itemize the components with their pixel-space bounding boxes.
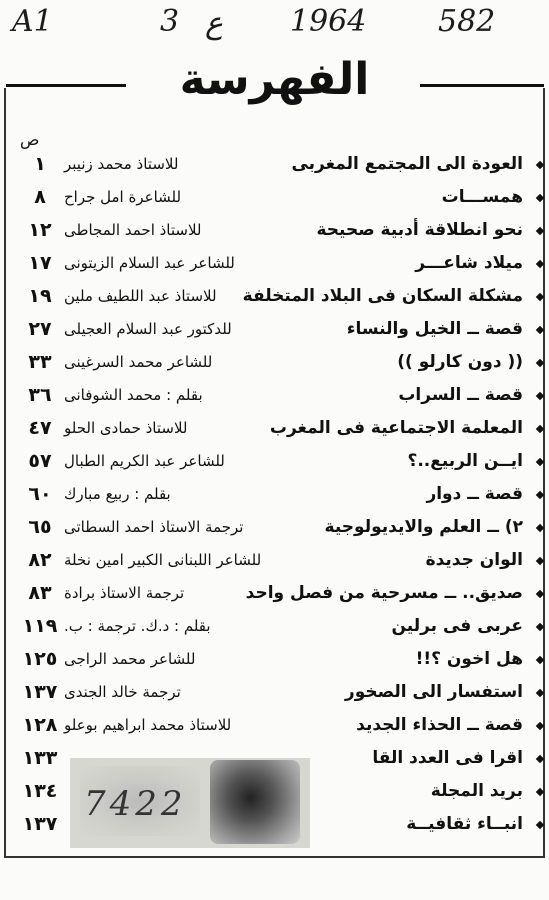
entry-title: قصة ــ دوار bbox=[426, 484, 523, 504]
toc-entry bbox=[0, 511, 549, 544]
entry-author: للشاعر محمد الراجى bbox=[64, 650, 196, 668]
entry-author: بقلم : ربيع مبارك bbox=[64, 485, 171, 503]
toc-entry bbox=[0, 643, 549, 676]
bullet-icon bbox=[536, 458, 544, 466]
entry-author: للشاعر محمد السرغينى bbox=[64, 353, 213, 371]
entry-page-number: ٨ bbox=[34, 186, 46, 208]
toc-entry bbox=[0, 544, 549, 577]
bullet-icon bbox=[536, 524, 544, 532]
entry-title: العودة الى المجتمع المغربى bbox=[291, 154, 523, 174]
bullet-icon bbox=[536, 260, 544, 268]
entry-author: للشاعر عبد الكريم الطبال bbox=[64, 452, 225, 470]
entry-page-number: ١٣٤ bbox=[22, 780, 58, 802]
entry-title: صديق.. ــ مسرحية من فصل واحد bbox=[245, 583, 523, 603]
entry-title: ايــن الربيع..؟ bbox=[407, 451, 523, 471]
toc-entry bbox=[0, 280, 549, 313]
toc-entry bbox=[0, 412, 549, 445]
handwritten-year: 1964 bbox=[290, 4, 367, 39]
entry-page-number: ٥٧ bbox=[28, 450, 52, 472]
entry-author: ترجمة خالد الجندى bbox=[64, 683, 181, 701]
page-title: الفهرسة bbox=[179, 54, 370, 105]
entry-title: هل اخون ؟!! bbox=[415, 649, 523, 669]
entry-author: للاستاذ محمد ابراهيم بوعلو bbox=[64, 716, 232, 734]
entry-page-number: ١٩ bbox=[28, 285, 52, 307]
entry-page-number: ٢٧ bbox=[28, 318, 52, 340]
toc-entry bbox=[0, 247, 549, 280]
entry-page-number: ١١٩ bbox=[22, 615, 58, 637]
toc-entry bbox=[0, 676, 549, 709]
bullet-icon bbox=[536, 689, 544, 697]
entry-page-number: ١٢٨ bbox=[22, 714, 58, 736]
bullet-icon bbox=[536, 293, 544, 301]
stamp-number: 7422 bbox=[84, 784, 187, 824]
entry-page-number: ١ bbox=[34, 153, 46, 175]
entry-author: للشاعر اللبنانى الكبير امين نخلة bbox=[64, 551, 262, 569]
entry-title: ٢) ــ العلم والايديولوجية bbox=[324, 517, 523, 537]
entry-title: نحو انطلاقة أدبية صحيحة bbox=[316, 220, 523, 240]
entry-title: اقرا فى العدد القا bbox=[372, 748, 523, 768]
entry-page-number: ٨٢ bbox=[28, 549, 52, 571]
bullet-icon bbox=[536, 227, 544, 235]
toc-entry bbox=[0, 445, 549, 478]
entry-page-number: ١٣٧ bbox=[22, 813, 58, 835]
entry-page-number: ٨٣ bbox=[28, 582, 52, 604]
entry-author: للشاعر عبد السلام الزيتونى bbox=[64, 254, 235, 272]
toc-entry bbox=[0, 313, 549, 346]
entry-author: ترجمة الاستاذ برادة bbox=[64, 584, 185, 602]
bullet-icon bbox=[536, 788, 544, 796]
handwritten-issue: 582 bbox=[438, 4, 496, 39]
entry-page-number: ١٣٧ bbox=[22, 681, 58, 703]
entry-page-number: ٦٥ bbox=[28, 516, 52, 538]
bullet-icon bbox=[536, 326, 544, 334]
bullet-icon bbox=[536, 392, 544, 400]
bullet-icon bbox=[536, 821, 544, 829]
entry-title: همســـات bbox=[441, 187, 523, 207]
entry-author: للاستاذ احمد المجاطى bbox=[64, 221, 202, 239]
toc-entry bbox=[0, 346, 549, 379]
stamp-blot bbox=[210, 760, 300, 844]
entry-title: استفسار الى الصخور bbox=[344, 682, 523, 702]
handwritten-month: ع bbox=[205, 6, 223, 41]
bullet-icon bbox=[536, 557, 544, 565]
bullet-icon bbox=[536, 359, 544, 367]
entry-page-number: ٦٠ bbox=[28, 483, 52, 505]
bullet-icon bbox=[536, 194, 544, 202]
toc-entry bbox=[0, 148, 549, 181]
entry-author: للدكتور عبد السلام العجيلى bbox=[64, 320, 232, 338]
bullet-icon bbox=[536, 656, 544, 664]
entry-page-number: ١٢٥ bbox=[22, 648, 58, 670]
entry-title: قصة ــ الحذاء الجديد bbox=[356, 715, 523, 735]
entry-title: قصة ــ الخيل والنساء bbox=[346, 319, 523, 339]
handwritten-annotation bbox=[0, 4, 549, 48]
bullet-icon bbox=[536, 491, 544, 499]
entry-page-number: ١٢ bbox=[28, 219, 52, 241]
handwritten-day: 3 bbox=[160, 4, 180, 39]
entry-page-number: ٤٧ bbox=[28, 417, 52, 439]
library-stamp bbox=[70, 758, 310, 848]
bullet-icon bbox=[536, 425, 544, 433]
entry-author: ترجمة الاستاذ احمد السطاتى bbox=[64, 518, 244, 536]
entry-title: الوان جديدة bbox=[425, 550, 523, 570]
entry-title: المعلمة الاجتماعية فى المغرب bbox=[269, 418, 523, 438]
bullet-icon bbox=[536, 161, 544, 169]
entry-page-number: ٣٣ bbox=[28, 351, 52, 373]
entry-author: للاستاذ محمد زنيبر bbox=[64, 155, 179, 173]
toc-entry bbox=[0, 214, 549, 247]
entry-title: بريد المجلة bbox=[430, 781, 523, 801]
entry-author: للشاعرة امل جراح bbox=[64, 188, 182, 206]
entry-title: انبــاء ثقافيــة bbox=[406, 814, 523, 834]
bullet-icon bbox=[536, 623, 544, 631]
entry-author: بقلم : د.ك. ترجمة : ب. bbox=[64, 617, 211, 635]
entry-title: ميلاد شاعـــر bbox=[415, 253, 523, 273]
entry-title: عربى فى برلين bbox=[391, 616, 523, 636]
entry-page-number: ٣٦ bbox=[28, 384, 52, 406]
toc-entry bbox=[0, 379, 549, 412]
entry-author: بقلم : محمد الشوفانى bbox=[64, 386, 203, 404]
entry-title: (( دون كارلو )) bbox=[397, 352, 523, 372]
entry-author: للاستاذ عبد اللطيف ملين bbox=[64, 287, 217, 305]
bullet-icon bbox=[536, 755, 544, 763]
toc-entry bbox=[0, 577, 549, 610]
toc-entry bbox=[0, 610, 549, 643]
entry-title: قصة ــ السراب bbox=[398, 385, 523, 405]
toc-entry bbox=[0, 181, 549, 214]
bullet-icon bbox=[536, 590, 544, 598]
entry-author: للاستاذ حمادى الحلو bbox=[64, 419, 188, 437]
toc-entry bbox=[0, 478, 549, 511]
handwritten-code: A1 bbox=[12, 4, 53, 39]
entry-page-number: ١٣٣ bbox=[22, 747, 58, 769]
bullet-icon bbox=[536, 722, 544, 730]
entry-title: مشكلة السكان فى البلاد المتخلفة bbox=[242, 286, 523, 306]
page-column-header: ص bbox=[20, 130, 40, 149]
entry-page-number: ١٧ bbox=[28, 252, 52, 274]
toc-entry bbox=[0, 709, 549, 742]
